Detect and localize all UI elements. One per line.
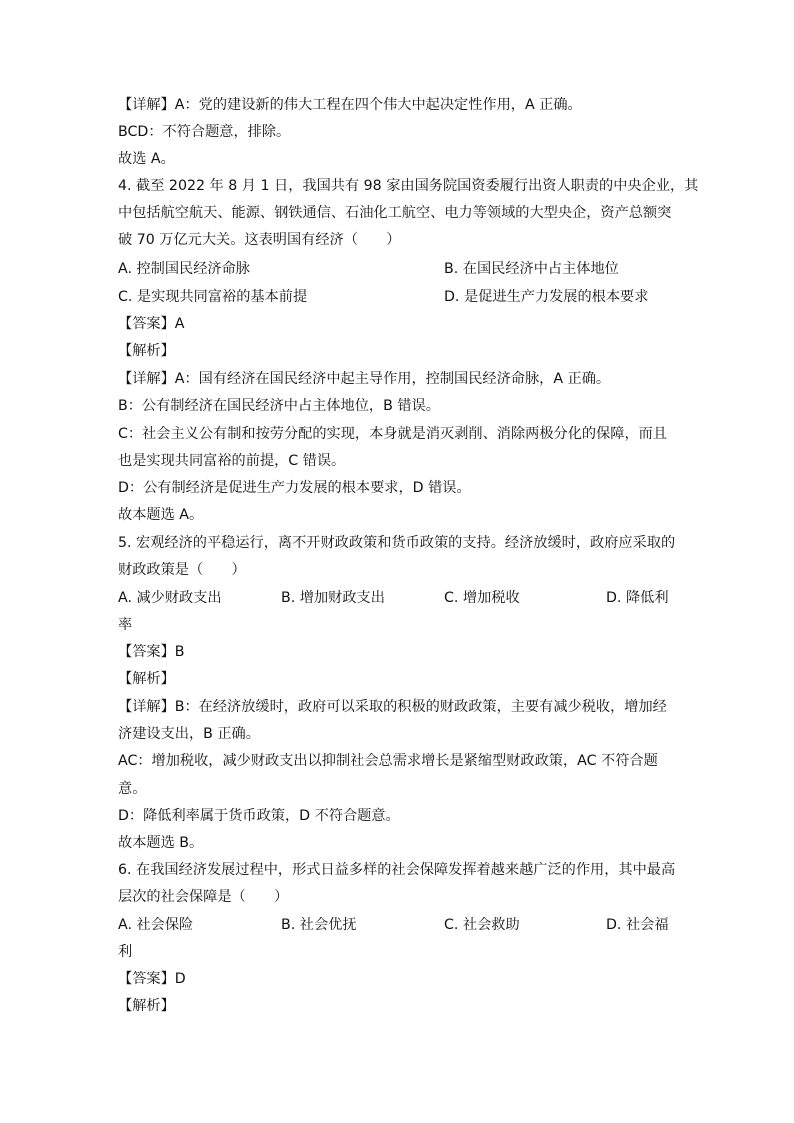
answer-label: 【答案】D — [118, 971, 186, 987]
question-6-option-b: B. 社会优抚 — [281, 917, 357, 933]
explanation-line: D：公有制经济是促进生产力发展的根本要求，D 错误。 — [118, 480, 471, 496]
explanation-line: 【详解】B：在经济放缓时，政府可以采取的积极的财政政策，主要有减少税收，增加经 — [118, 699, 667, 715]
answer-label: 【答案】A — [118, 316, 185, 332]
question-6-stem: 层次的社会保障是（ ） — [118, 889, 289, 905]
question-4-option-a: A. 控制国民经济命脉 — [118, 261, 250, 277]
analysis-label: 【解析】 — [118, 343, 175, 359]
question-4-option-c: C. 是实现共同富裕的基本前提 — [118, 289, 308, 305]
question-5-option-d: D. 降低利 — [606, 590, 669, 606]
question-5-stem: 财政政策是（ ） — [118, 562, 246, 578]
explanation-line: 【详解】A：党的建设新的伟大工程在四个伟大中起决定性作用，A 正确。 — [118, 97, 582, 113]
explanation-line: C：社会主义公有制和按劳分配的实现，本身就是消灭剥削、消除两极分化的保障，而且 — [118, 426, 668, 442]
option-wrap-text: 利 — [118, 944, 133, 960]
question-4-option-d: D. 是促进生产力发展的根本要求 — [444, 289, 649, 305]
question-6-option-d: D. 社会福 — [606, 917, 669, 933]
answer-label: 【答案】B — [118, 644, 185, 660]
conclusion-line: 故选 A。 — [118, 151, 175, 167]
question-6-stem: 6. 在我国经济发展过程中，形式日益多样的社会保障发挥着越来越广泛的作用，其中最高 — [118, 862, 676, 878]
explanation-line: 【详解】A：国有经济在国民经济中起主导作用，控制国民经济命脉，A 正确。 — [118, 371, 611, 387]
question-5-stem: 5. 宏观经济的平稳运行，离不开财政政策和货币政策的支持。经济放缓时，政府应采取的 — [118, 535, 676, 551]
question-4-stem: 破 70 万亿元大关。这表明国有经济（ ） — [118, 232, 401, 248]
analysis-label: 【解析】 — [118, 671, 175, 687]
question-5-option-c: C. 增加税收 — [444, 590, 520, 606]
explanation-line: D：降低利率属于货币政策，D 不符合题意。 — [118, 808, 400, 824]
explanation-line: 也是实现共同富裕的前提，C 错误。 — [118, 453, 346, 469]
option-wrap-text: 率 — [118, 617, 133, 633]
explanation-line: B：公有制经济在国民经济中占主体地位，B 错误。 — [118, 398, 440, 414]
question-4-stem: 中包括航空航天、能源、钢铁通信、石油化工航空、电力等领域的大型央企，资产总额突 — [118, 205, 672, 221]
question-6-option-a: A. 社会保险 — [118, 917, 194, 933]
question-6-option-c: C. 社会救助 — [444, 917, 520, 933]
explanation-line: BCD：不符合题意，排除。 — [118, 124, 291, 140]
question-5-option-b: B. 增加财政支出 — [281, 590, 385, 606]
conclusion-line: 故本题选 A。 — [118, 507, 204, 523]
explanation-line: AC：增加税收，减少财政支出以抑制社会总需求增长是紧缩型财政政策，AC 不符合题 — [118, 753, 658, 769]
question-5-option-a: A. 减少财政支出 — [118, 590, 222, 606]
question-4-stem: 4. 截至 2022 年 8 月 1 日，我国共有 98 家由国务院国资委履行出资人职责的中央企业，其 — [118, 178, 699, 194]
analysis-label: 【解析】 — [118, 998, 175, 1014]
explanation-line: 意。 — [118, 781, 147, 797]
explanation-line: 济建设支出，B 正确。 — [118, 726, 260, 742]
conclusion-line: 故本题选 B。 — [118, 835, 204, 851]
question-4-option-b: B. 在国民经济中占主体地位 — [444, 261, 619, 277]
